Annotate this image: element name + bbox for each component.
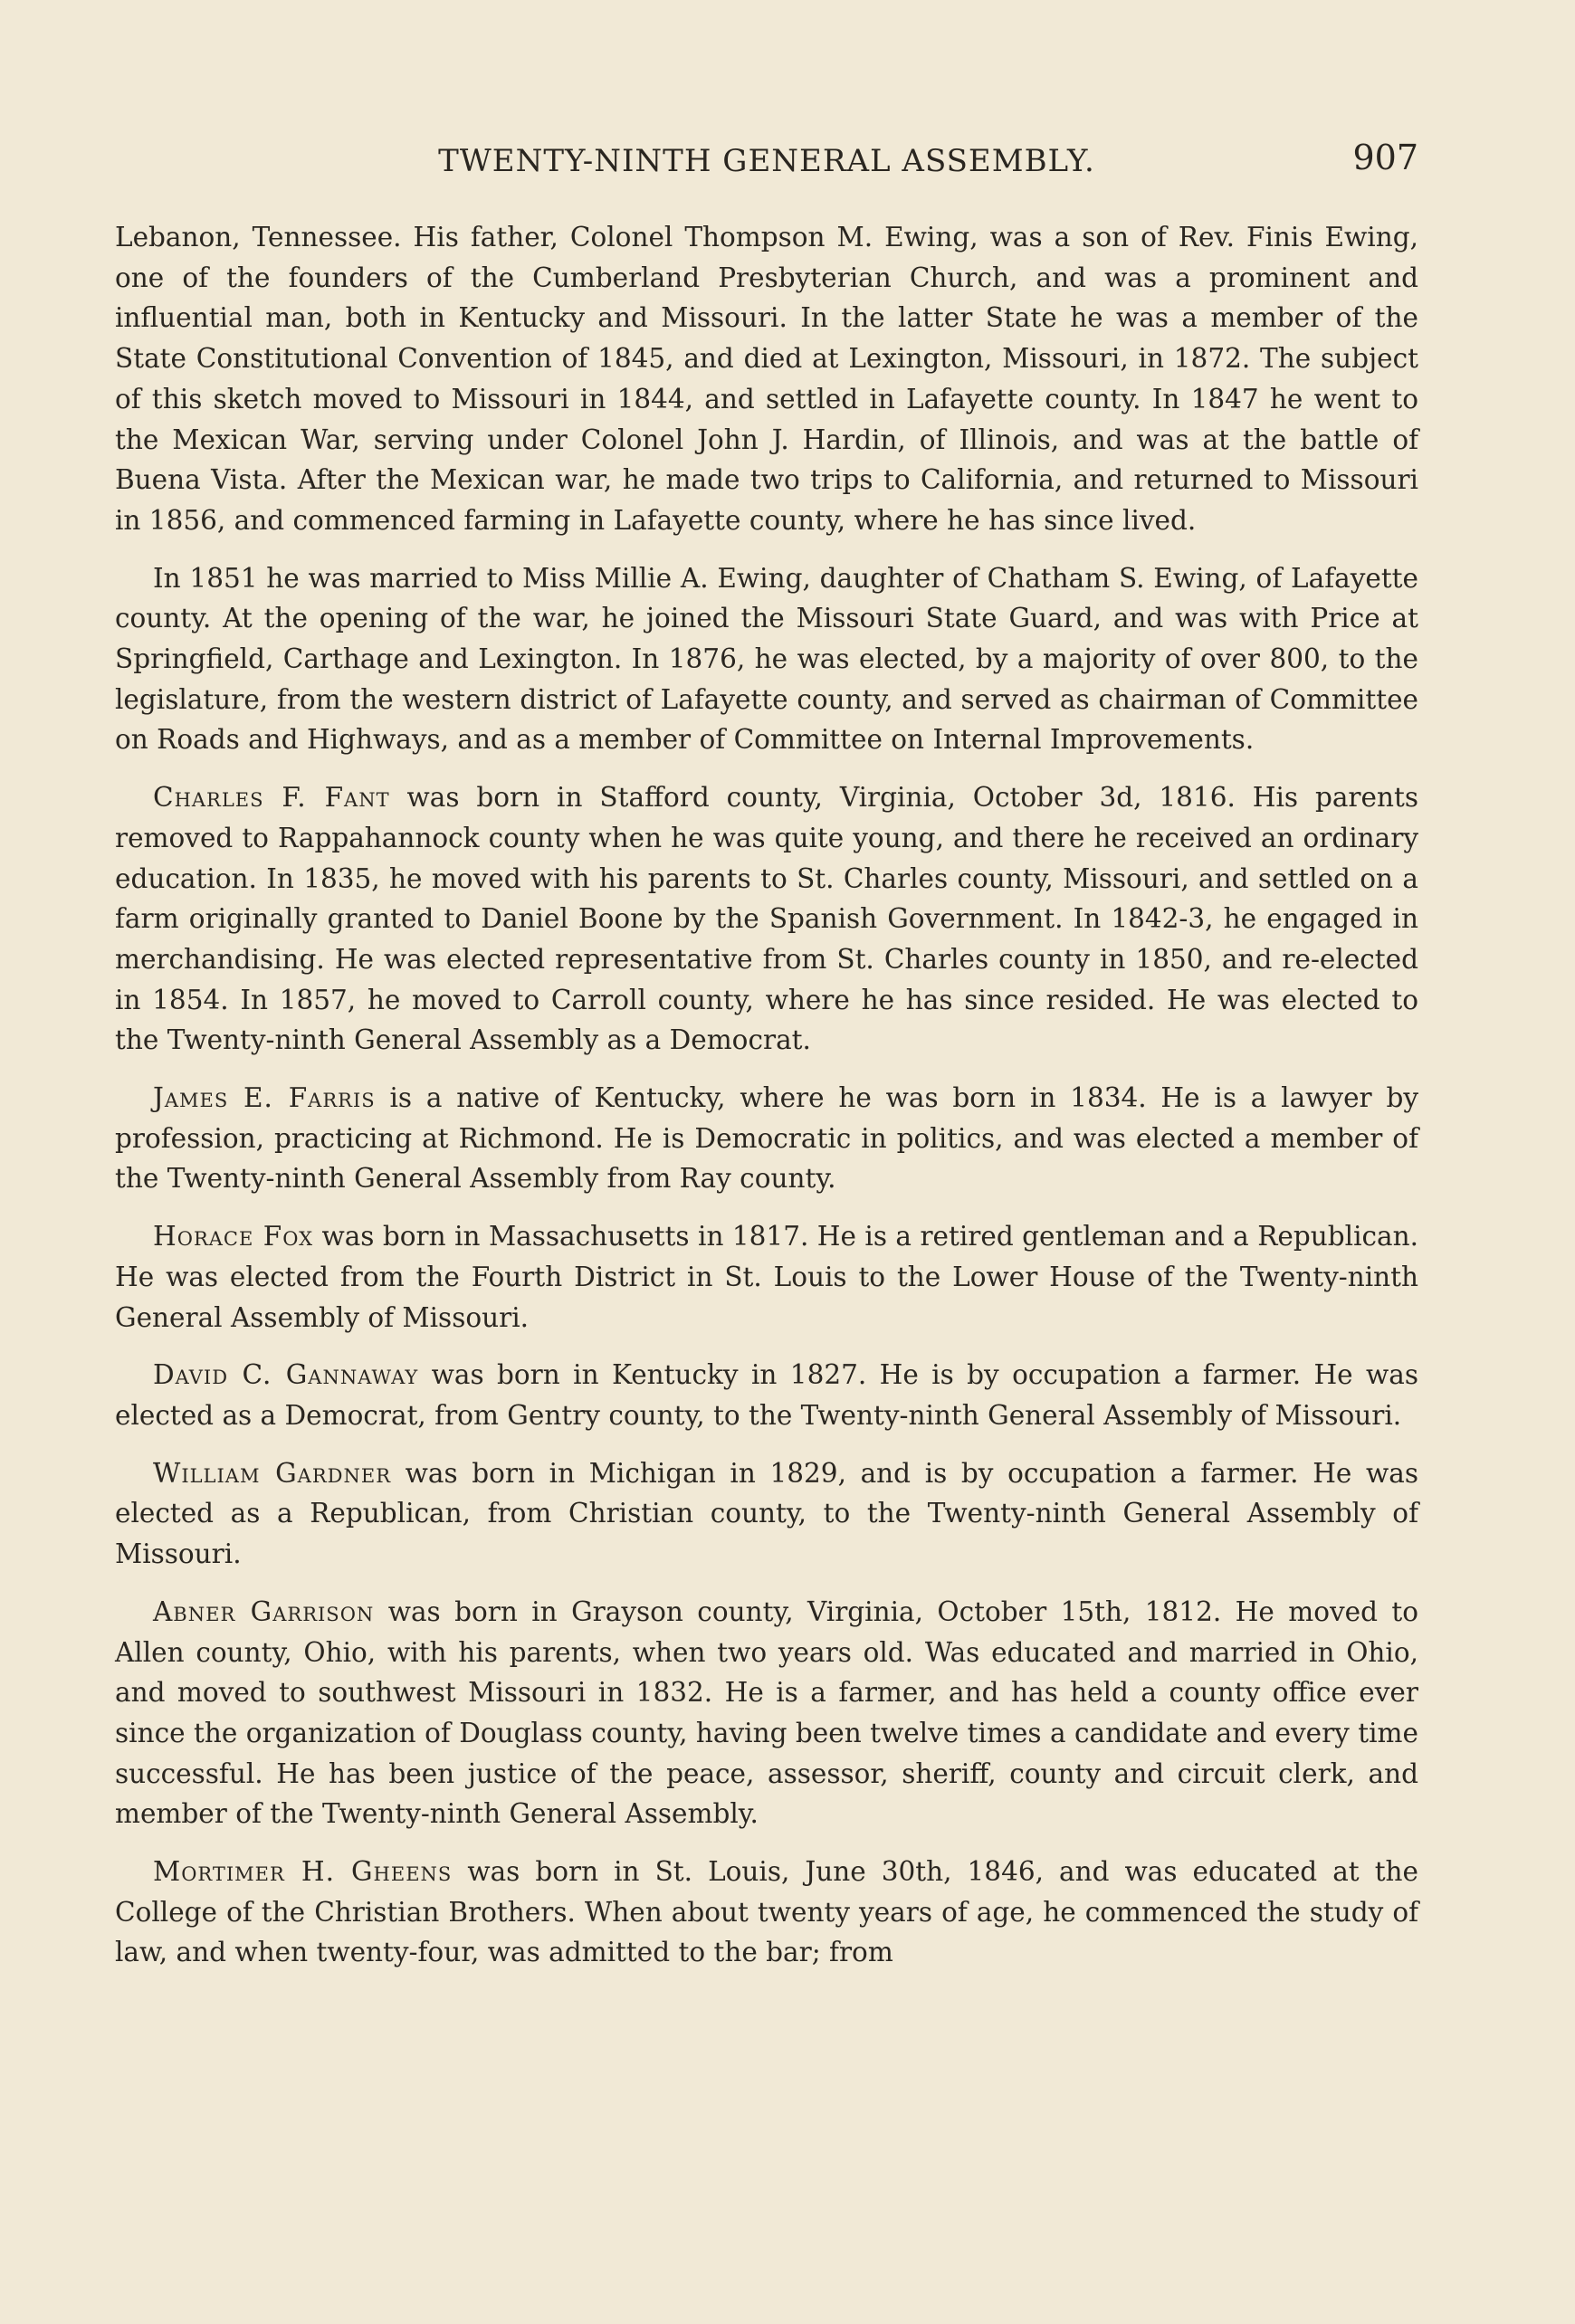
member-name: James E. Farris [153,1082,376,1114]
paragraph-text: was born in St. Louis, June 30th, 1846, and was educated at the College of the Christian Brothers. When about twenty years of age, he commenced the study of law, and when twenty-four, was admitted to the bar; from [115,1856,1419,1968]
running-title: TWENTY-NINTH GENERAL ASSEMBLY. [438,143,1095,179]
running-head [115,138,1418,183]
paragraph-text: was born in Michigan in 1829, and is by occupation a farmer. He was elected as a Republican, from Christian county, to the Twenty-ninth General Assembly of Missouri. [115,1457,1418,1570]
paragraph-text: was born in Massachusetts in 1817. He is a retired gentleman and a Republican. He was elected from the Fourth District in St. Louis to the Lower House of the Twenty-ninth General Assembly of Missouri. [115,1221,1418,1333]
paragraph-text: In 1851 he was married to Miss Millie A. Ewing, daughter of Chatham S. Ewing, of Lafayette county. At the opening of the war, he joined the Missouri State Guard, and was with Price at Springfield, Carthage and Lexington. In 1876, he was elected, by a majority of over 800, to the legislature, from the western district of Lafayette county, and served as chairman of Committee on Roads and Highways, and as a member of Committee on Internal Improvements. [115,562,1418,756]
paragraph-gannaway [115,1355,1418,1435]
paragraph-ewing-marriage [115,558,1418,761]
member-name: Abner Garrison [153,1595,375,1627]
paragraph-text: was born in Kentucky in 1827. He is by occupation a farmer. He was elected as a Democrat, from Gentry county, to the Twenty-ninth General Assembly of Missouri. [115,1359,1419,1431]
paragraph-garrison [115,1592,1418,1834]
paragraph-text: was born in Stafford county, Virginia, October 3d, 1816. His parents removed to Rappahannock county when he was quite young, and there he received an ordinary education. In 1835, he moved with his parents to St. Charles county, Missouri, and settled on a farm originally granted to Daniel Boone by the Spanish Government. In 1842-3, he engaged in merchandising. He was elected representative from St. Charles county in 1850, and re-elected in 1854. In 1857, he moved to Carroll county, where he has since resided. He was elected to the Twenty-ninth General Assembly as a Democrat. [115,782,1418,1056]
paragraph-gheens [115,1852,1418,1973]
paragraph-text: is a native of Kentucky, where he was born in 1834. He is a lawyer by profession, practicing at Richmond. He is Democratic in politics, and was elected a member of the Twenty-ninth General Assembly from Ray county. [115,1082,1418,1195]
member-name: Charles F. Fant [153,782,390,814]
paragraph-fox [115,1216,1418,1338]
paragraph-farris [115,1078,1418,1199]
body-text [115,217,1418,1990]
paragraph-text: Lebanon, Tennessee. His father, Colonel Thompson M. Ewing, was a son of Rev. Finis Ewing, one of the founders of the Cumberland Presbyterian Church, and was a prominent and influential man, both in Kentucky and Missouri. In the latter State he was a member of the State Constitutional Convention of 1845, and died at Lexington, Missouri, in 1872. The subject of this sketch moved to Missouri in 1844, and settled in Lafayette county. In 1847 he went to the Mexican War, serving under Colonel John J. Hardin, of Illinois, and was at the battle of Buena Vista. After the Mexican war, he made two trips to California, and returned to Missouri in 1856, and commenced farming in Lafayette county, where he has since lived. [115,222,1418,536]
member-name: Mortimer H. Gheens [153,1856,453,1888]
paragraph-fant [115,777,1418,1061]
page-number: 907 [1352,138,1418,177]
paragraph-ewing-continued [115,217,1418,541]
paragraph-text: was born in Grayson county, Virginia, October 15th, 1812. He moved to Allen county, Ohio, with his parents, when two years old. Was educated and married in Ohio, and moved to southwest Missouri in 1832. He is a farmer, and has held a county office ever since the organization of Douglass county, having been twelve times a candidate and every time successful. He has been justice of the peace, assessor, sheriff, county and circuit clerk, and member of the Twenty-ninth General Assembly. [115,1595,1418,1830]
member-name: William Gardner [153,1457,392,1489]
paragraph-gardner [115,1453,1418,1575]
member-name: David C. Gannaway [153,1359,419,1391]
member-name: Horace Fox [153,1221,314,1252]
